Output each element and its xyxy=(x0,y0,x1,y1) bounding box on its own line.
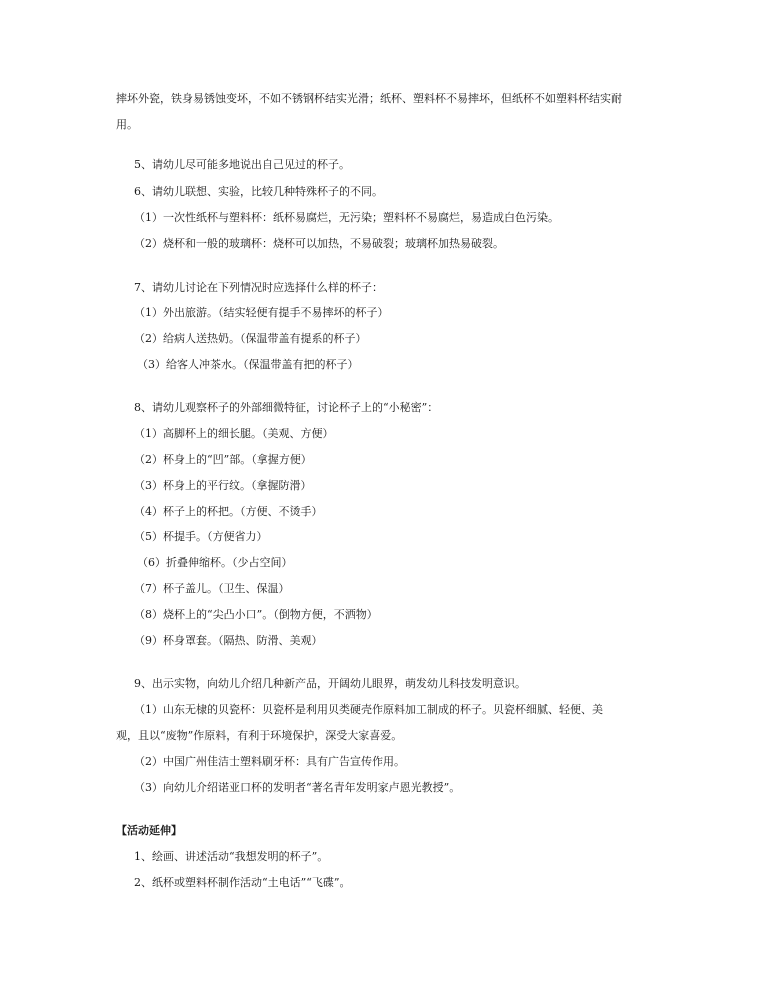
paragraph-line: 摔坏外瓷，铁身易锈蚀变坏，不如不锈钢杯结实光滑；纸杯、塑料杯不易摔坏，但纸杯不如塑料杯结实耐 xyxy=(116,92,622,105)
item-8-sub: （7）杯子盖儿。（卫生、保温） xyxy=(134,582,290,595)
item-9-sub: （1）山东无棣的贝瓷杯：贝瓷杯是利用贝类硬壳作原料加工制成的杯子。贝瓷杯细腻、轻便、美 xyxy=(134,703,603,716)
item-9-title: 9、出示实物，向幼儿介绍几种新产品，开阔幼儿眼界，萌发幼儿科技发明意识。 xyxy=(134,677,526,690)
section-heading: 【活动延伸】 xyxy=(116,824,182,837)
item-8-sub: （1）高脚杯上的细长腿。（美观、方便） xyxy=(134,427,334,440)
item-8-sub: （2）杯身上的“凹”部。（拿握方便） xyxy=(134,453,312,466)
extension-item: 1、绘画、讲述活动“我想发明的杯子”。 xyxy=(134,850,329,863)
item-7-title: 7、请幼儿讨论在下列情况时应选择什么样的杯子： xyxy=(134,281,383,294)
item-9-sub: （2）中国广州佳洁士塑料刷牙杯：具有广告宣传作用。 xyxy=(134,755,405,768)
item-6-sub: （1）一次性纸杯与塑料杯：纸杯易腐烂，无污染；塑料杯不易腐烂，易造成白色污染。 xyxy=(134,211,559,224)
item-8-title: 8、请幼儿观察杯子的外部细微特征，讨论杯子上的“小秘密”： xyxy=(134,401,439,414)
item-8-sub: （9）杯身罩套。（隔热、防滑、美观） xyxy=(134,634,323,647)
item-7-sub: （2）给病人送热奶。（保温带盖有提系的杯子） xyxy=(134,332,367,345)
item-8-sub: （6）折叠伸缩杯。（少占空间） xyxy=(137,556,293,569)
item-6-sub: （2）烧杯和一般的玻璃杯：烧杯可以加热，不易破裂；玻璃杯加热易破裂。 xyxy=(134,237,504,250)
item-9-sub-continuation: 观，且以“废物”作原料，有利于环境保护，深受大家喜爱。 xyxy=(116,729,403,742)
item-6-title: 6、请幼儿联想、实验，比较几种特殊杯子的不同。 xyxy=(134,185,383,198)
item-7-sub: （3）给客人冲茶水。（保温带盖有把的杯子） xyxy=(137,358,359,371)
extension-item: 2、纸杯或塑料杯制作活动“土电话”“飞碟”。 xyxy=(134,876,351,889)
paragraph-line: 用。 xyxy=(116,118,138,131)
item-9-sub: （3）向幼儿介绍诺亚口杯的发明者“著名青年发明家卢恩光教授”。 xyxy=(134,781,461,794)
item-8-sub: （8）烧杯上的“尖凸小口”。（倒物方便，不洒物） xyxy=(134,608,378,621)
item-8-sub: （5）杯提手。（方便省力） xyxy=(134,530,268,543)
item-8-sub: （3）杯身上的平行纹。（拿握防滑） xyxy=(134,479,312,492)
item-8-sub: （4）杯子上的杯把。（方便、不烫手） xyxy=(134,505,323,518)
item-7-sub: （1）外出旅游。（结实轻便有提手不易摔坏的杯子） xyxy=(134,306,389,319)
item-5: 5、请幼儿尽可能多地说出自己见过的杯子。 xyxy=(134,158,350,171)
